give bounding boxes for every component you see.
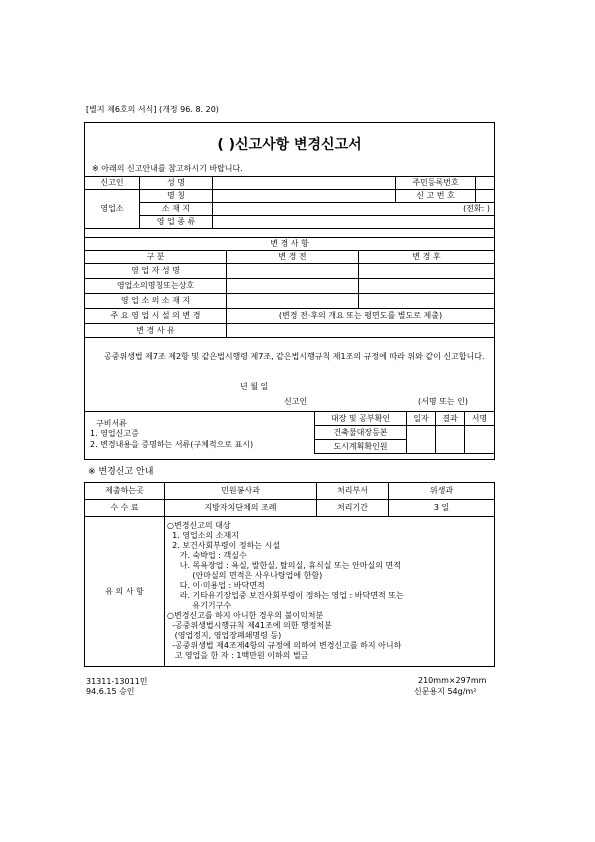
check-result-field[interactable] xyxy=(436,426,465,454)
change-header: 변 경 사 항 xyxy=(85,238,495,251)
business-type-label: 영 업 종 류 xyxy=(140,216,213,229)
result-col: 결과 xyxy=(436,412,465,426)
note-line: (안마실의 면적은 사우나탕업에 한함) xyxy=(167,571,323,580)
applicant-table xyxy=(84,176,495,229)
report-no-field[interactable] xyxy=(476,190,495,203)
note-line: 1. 영업소의 소재지 xyxy=(167,531,239,540)
note-line: -공중위생법 제4조제4항의 규정에 의하여 변경신고를 하지 아니하 xyxy=(167,641,402,650)
business-type-field[interactable] xyxy=(213,216,495,229)
facility-note: (변경 전·후의 개요 또는 평면도를 별도로 제출) xyxy=(227,309,495,324)
notice-text: ※ 아래의 신고안내를 참고하시기 바랍니다. xyxy=(92,164,243,173)
footer-code: 31311-13011민 xyxy=(86,677,148,686)
operator-name-after[interactable] xyxy=(359,264,495,279)
attachment-item-1: 1. 영업신고증 xyxy=(90,429,139,438)
row-reason: 변 경 사 유 xyxy=(85,324,227,338)
footer-paper: 신문용지 54g/m² xyxy=(414,687,477,696)
name-field[interactable] xyxy=(213,177,396,190)
row-business-name: 영업소의명칭또는상호 xyxy=(85,279,227,294)
resident-no-label: 주민등록번호 xyxy=(396,177,476,190)
address-before[interactable] xyxy=(227,294,359,309)
check-city-plan: 도시계획확인원 xyxy=(315,440,407,454)
address-field[interactable] xyxy=(213,203,495,216)
fee-value: 지방자치단체의 조례 xyxy=(165,500,317,517)
phone-label: (전화: ) xyxy=(463,204,490,213)
submit-to-value: 민원봉사과 xyxy=(165,483,317,500)
footer-size: 210mm×297mm xyxy=(418,676,487,685)
note-line: 다. 이·미용업 : 바닥면적 xyxy=(167,581,265,590)
business-name-label: 명 칭 xyxy=(140,190,213,203)
verification-title: 대장 및 공부확인 xyxy=(315,412,407,426)
sign-col: 서명 xyxy=(465,412,495,426)
verification-table xyxy=(314,411,495,454)
note-line: 라. 기타유기장업중 보건사회부령이 정하는 영업 : 바닥면적 또는 xyxy=(167,591,404,600)
form-id: [별지 제6호의 서식] (개정 96. 8. 20) xyxy=(86,105,219,114)
change-table xyxy=(84,237,495,338)
reason-field[interactable] xyxy=(227,324,495,338)
dept-label: 처리부서 xyxy=(317,483,389,500)
submit-to-label: 제출하는곳 xyxy=(85,483,165,500)
signature-field[interactable]: (서명 또는 인) xyxy=(418,397,468,406)
note-line: ○변경신고의 대상 xyxy=(167,521,231,530)
address-label: 소 재 지 xyxy=(140,203,213,216)
col-after: 변 경 후 xyxy=(359,251,495,264)
form-title: ( )신고사항 변경신고서 xyxy=(217,137,362,153)
fee-label: 수 수 료 xyxy=(85,500,165,517)
signer-label: 신고인 xyxy=(284,397,308,406)
notes-label: 유 의 사 항 xyxy=(85,517,165,667)
name-label: 성 명 xyxy=(140,177,213,190)
note-line: 가. 숙박업 : 객실수 xyxy=(167,551,247,560)
address-after[interactable] xyxy=(359,294,495,309)
row-address: 영 업 소 의 소 재 지 xyxy=(85,294,227,309)
business-name-after[interactable] xyxy=(359,279,495,294)
applicant-label: 신고인 xyxy=(85,177,140,190)
note-line: -공중위생법시행규칙 제41조에 의한 행정처분 xyxy=(167,621,332,630)
dept-value: 위생과 xyxy=(389,483,495,500)
resident-no-field[interactable] xyxy=(476,177,495,190)
col-before: 변 경 전 xyxy=(227,251,359,264)
note-line: (영업정지, 영업장폐쇄명령 등) xyxy=(167,631,282,640)
attachments-title: 구비서류 xyxy=(96,419,127,428)
business-name-field[interactable] xyxy=(213,190,396,203)
note-line: 2. 보건사회부령이 정하는 시설 xyxy=(167,541,281,550)
check-date-field[interactable] xyxy=(407,426,436,454)
date-col: 일자 xyxy=(407,412,436,426)
note-line: 유기기구수 xyxy=(167,601,232,610)
period-label: 처리기간 xyxy=(317,500,389,517)
declaration-text: 공중위생법 제7조 제2항 및 같은법시행령 제7조, 같은법시행규칙 제1조의 규정에 따라 위와 같이 신고합니다. xyxy=(104,352,485,361)
check-sign-field[interactable] xyxy=(465,426,495,454)
note-line: 나. 목욕장업 : 욕실, 발한실, 탈의실, 휴식실 또는 안마실의 면적 xyxy=(167,561,401,570)
note-line: 고 영업을 한 자 : 1백만원 이하의 벌금 xyxy=(167,651,309,660)
attachment-item-2: 2. 변경내용을 증명하는 서류(구체적으로 표시) xyxy=(90,440,254,449)
guide-title: ※ 변경신고 안내 xyxy=(88,467,154,477)
col-division: 구 분 xyxy=(85,251,227,264)
notes-list xyxy=(165,517,495,667)
operator-name-before[interactable] xyxy=(227,264,359,279)
business-name-before[interactable] xyxy=(227,279,359,294)
row-operator-name: 영 업 자 성 명 xyxy=(85,264,227,279)
report-no-label: 신 고 번 호 xyxy=(396,190,476,203)
date-line: 년 월 일 xyxy=(240,382,269,391)
footer-approval: 94.6.15 승인 xyxy=(86,687,135,696)
guide-table xyxy=(84,482,495,667)
check-building-register: 건축물대장등본 xyxy=(315,426,407,440)
period-value: 3 일 xyxy=(389,500,495,517)
row-facility: 주 요 영 업 시 설 의 변 경 xyxy=(85,309,227,324)
business-label: 영업소 xyxy=(85,190,140,229)
note-line: ○변경신고를 하지 아니한 경우의 불이익처분 xyxy=(167,611,324,620)
